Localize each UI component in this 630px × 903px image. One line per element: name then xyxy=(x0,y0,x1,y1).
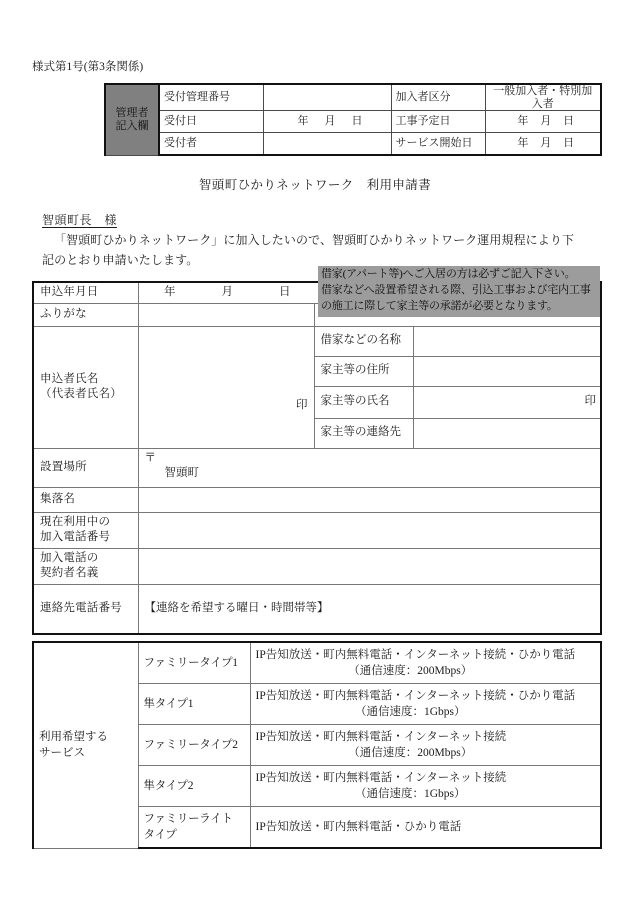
service-name-line1: ファミリーライト xyxy=(143,812,233,825)
service-description-text: IP告知放送・町内無料電話・インターネット接続 xyxy=(255,730,507,743)
contact-phone-field[interactable]: 【連絡を希望する曜日・時間帯等】 xyxy=(138,584,601,634)
day-label: 日 xyxy=(563,115,575,128)
landlord-name-field[interactable] xyxy=(413,386,601,418)
service-description-text: IP告知放送・町内無料電話・インターネット接続・ひかり電話 xyxy=(255,648,576,661)
service-speed-text: （通信速度：1Gbps） xyxy=(354,706,466,718)
day-label: 日 xyxy=(351,115,363,128)
year-label: 年 xyxy=(297,115,309,128)
admin-label-line2: 記入欄 xyxy=(115,119,149,132)
landlord-contact-label: 家主等の連絡先 xyxy=(314,418,413,448)
install-location-field[interactable] xyxy=(138,448,601,487)
month-label: 月 xyxy=(540,137,552,150)
month-label: 月 xyxy=(540,115,552,128)
landlord-contact-field[interactable] xyxy=(413,418,601,448)
application-date-label: 申込年月日 xyxy=(33,282,138,303)
year-label: 年 xyxy=(517,115,529,128)
receipt-number-label: 受付管理番号 xyxy=(159,84,263,111)
postal-code-mark-icon: 〒 xyxy=(144,451,156,464)
service-speed-text: （通信速度：200Mbps） xyxy=(348,665,473,677)
service-name: ファミリータイプ2 xyxy=(143,738,238,751)
furigana-label: ふりがな xyxy=(33,303,138,326)
service-description-text: IP告知放送・町内無料電話・ひかり電話 xyxy=(255,820,462,833)
landlord-notice-headline: 借家(アパート等)へご入居の方は必ずご記入下さい。 xyxy=(321,268,576,280)
service-description xyxy=(250,766,601,807)
table-row xyxy=(105,84,601,111)
service-description-text: IP告知放送・町内無料電話・インターネット接続 xyxy=(255,771,507,784)
applicant-name-field[interactable] xyxy=(138,326,314,448)
seal-mark-icon: 印 xyxy=(584,395,597,408)
admin-entry-table xyxy=(104,83,602,156)
addressee: 智頭町長 様 xyxy=(42,213,118,227)
service-description xyxy=(250,725,601,766)
table-row xyxy=(33,448,601,487)
table-row xyxy=(33,487,601,512)
current-phone-number-label-line1: 現在利用中の xyxy=(40,515,111,528)
applicant-name-label xyxy=(33,326,138,448)
install-location-label: 設置場所 xyxy=(33,448,138,487)
install-location-town: 智頭町 xyxy=(164,467,199,480)
subscriber-category-value[interactable]: 一般加入者・特別加入者 xyxy=(485,84,601,111)
service-option-family-light-type[interactable] xyxy=(138,807,250,849)
service-speed-text: （通信速度：200Mbps） xyxy=(348,747,473,759)
service-option-hayabusa-type-1[interactable] xyxy=(138,684,250,725)
seal-mark-icon: 印 xyxy=(296,399,308,411)
landlord-address-label: 家主等の住所 xyxy=(314,356,413,386)
admin-label-cell xyxy=(105,84,159,155)
page-title: 智頭町ひかりネットワーク 利用申請書 xyxy=(198,178,432,192)
table-row xyxy=(33,584,601,634)
month-label: 月 xyxy=(324,115,336,128)
rental-property-name-field[interactable] xyxy=(413,326,601,356)
service-option-family-type-2[interactable] xyxy=(138,725,250,766)
table-row xyxy=(33,326,601,356)
phone-contract-holder-label-line1: 加入電話の xyxy=(40,551,99,564)
service-name: 隼タイプ2 xyxy=(143,779,194,792)
table-row xyxy=(33,512,601,548)
applicant-name-label-line2: （代表者氏名） xyxy=(40,388,122,401)
service-option-hayabusa-type-2[interactable] xyxy=(138,766,250,807)
service-description-text: IP告知放送・町内無料電話・インターネット接続・ひかり電話 xyxy=(255,689,576,702)
application-date-field[interactable]: 年 月 日 xyxy=(138,282,601,303)
day-label: 日 xyxy=(563,137,575,150)
receptionist-label: 受付者 xyxy=(159,133,263,156)
subscriber-category-label: 加入者区分 xyxy=(391,84,485,111)
service-description xyxy=(250,807,601,849)
rental-property-name-label: 借家などの名称 xyxy=(314,326,413,356)
service-speed-text: （通信速度：1Gbps） xyxy=(354,788,466,800)
table-row xyxy=(33,642,601,684)
service-name-line2: タイプ xyxy=(143,829,177,841)
phone-contract-holder-label-line2: 契約者名義 xyxy=(40,567,99,580)
phone-contract-holder-label xyxy=(33,548,138,584)
receipt-date-label: 受付日 xyxy=(159,111,263,133)
service-option-family-type-1[interactable] xyxy=(138,642,250,684)
service-section-label xyxy=(33,642,138,848)
table-row xyxy=(105,133,601,156)
landlord-notice xyxy=(318,266,600,317)
construction-date-field[interactable] xyxy=(485,111,601,133)
applicant-form-table xyxy=(32,281,602,635)
table-row xyxy=(105,111,601,133)
service-section-label-line2: サービス xyxy=(39,747,85,760)
receipt-number-field[interactable] xyxy=(263,84,391,111)
service-name: ファミリータイプ1 xyxy=(143,656,238,669)
service-description xyxy=(250,684,601,725)
current-phone-number-label xyxy=(33,512,138,548)
landlord-notice-body: 借家などへ設置希望される際、引込工事および宅内工事の施工に際して家主等の承諾が必要となります。 xyxy=(321,283,591,312)
service-selection-table xyxy=(32,641,602,849)
receptionist-field[interactable] xyxy=(263,133,391,156)
phone-contract-holder-field[interactable] xyxy=(138,548,601,584)
village-name-label: 集落名 xyxy=(33,487,138,512)
service-section-label-line1: 利用希望する xyxy=(39,731,108,744)
contact-phone-label: 連絡先電話番号 xyxy=(33,584,138,634)
applicant-name-label-line1: 申込者氏名 xyxy=(40,372,99,385)
service-start-date-field[interactable] xyxy=(485,133,601,156)
landlord-address-field[interactable] xyxy=(413,356,601,386)
landlord-name-label: 家主等の氏名 xyxy=(314,386,413,418)
service-description xyxy=(250,642,601,684)
service-start-date-label: サービス開始日 xyxy=(391,133,485,156)
intro-paragraph: 「智頭町ひかりネットワーク」に加入したいので、智頭町ひかりネットワーク運用規程により下記のとおり申請いたします。 xyxy=(42,233,575,267)
receipt-date-field[interactable] xyxy=(263,111,391,133)
furigana-field[interactable] xyxy=(138,303,314,326)
form-code: 様式第1号(第3条関係) xyxy=(32,61,144,73)
admin-label-line1: 管理者 xyxy=(115,107,149,120)
construction-date-label: 工事予定日 xyxy=(391,111,485,133)
year-label: 年 xyxy=(517,137,529,150)
service-name: 隼タイプ1 xyxy=(143,697,194,710)
current-phone-number-field[interactable] xyxy=(138,512,601,548)
village-name-field[interactable] xyxy=(138,487,601,512)
current-phone-number-label-line2: 加入電話番号 xyxy=(40,531,111,544)
table-row xyxy=(33,548,601,584)
